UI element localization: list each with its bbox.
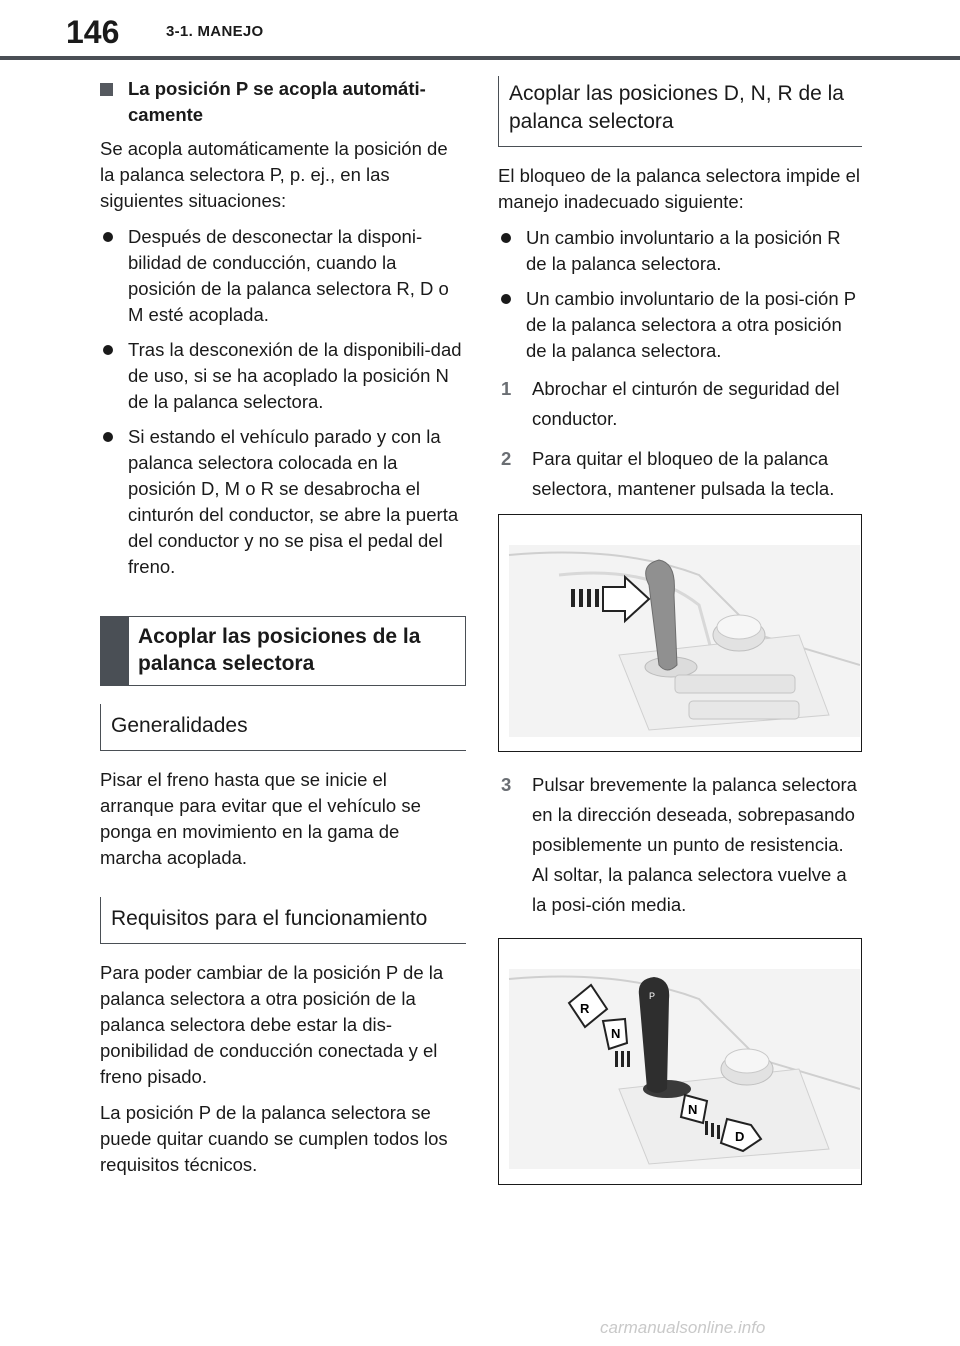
list-item: Tras la desconexión de la disponibili-dad de uso, si se ha acoplado la posición N de la palanca selectora. <box>100 337 466 415</box>
right-column <box>498 76 862 1203</box>
list-item: Si estando el vehículo parado y con la palanca selectora colocada en la posición D, M o R se desabrocha el cinturón del conductor, se abre la puerta del conductor y no se pisa el pedal del freno. <box>100 424 466 580</box>
general-heading: Generalidades <box>100 704 466 751</box>
step-item: 3 Pulsar brevemente la palanca selectora en la dirección deseada, sobrepasando posiblemente un punto de resistencia. Al soltar, la palanca selectora vuelve a la posi-ción media. <box>501 774 857 915</box>
list-item: Un cambio involuntario a la posición R de la palanca selectora. <box>498 225 862 277</box>
page-header <box>0 0 960 60</box>
selector-lever-illustration <box>499 515 860 751</box>
watermark: carmanualsonline.info <box>600 1318 766 1337</box>
steps-list-b <box>498 770 862 920</box>
square-bullet-icon <box>100 83 113 96</box>
label-n-lower: N <box>688 1102 698 1117</box>
bullet-icon <box>103 432 113 442</box>
chapter-heading: Acoplar las posiciones de la palanca selectora <box>138 625 421 675</box>
list-item: Después de desconectar la disponi-bilidad de conducción, cuando la posición de la palanca selectora R, D o M esté acoplada. <box>100 224 466 328</box>
step-item: 2 Para quitar el bloqueo de la palanca selectora, mantener pulsada la tecla. <box>501 448 835 499</box>
steps-list-a <box>498 374 862 504</box>
list-item: Un cambio involuntario de la posi-ción P de la palanca selectora a otra posición de la palanca selectora. <box>498 286 862 364</box>
requirements-heading: Requisitos para el funcionamiento <box>100 897 466 944</box>
page-number: 146 <box>66 14 120 50</box>
chapter-heading-box <box>100 616 466 686</box>
selector-lever-positions-figure <box>498 938 862 1185</box>
auto-p-heading-text: La posición P se acopla automáti-camente <box>128 78 426 125</box>
dnr-heading: Acoplar las posiciones D, N, R de la palanca selectora <box>498 76 862 147</box>
bullet-icon <box>501 233 511 243</box>
lever-label-p: P <box>649 991 656 1001</box>
selector-lever-unlock-figure <box>498 514 862 752</box>
label-d: D <box>735 1129 745 1144</box>
requirements-text-2: La posición P de la palanca selectora se puede quitar cuando se cumplen todos los requisitos técnicos. <box>100 1102 448 1175</box>
bullet-icon <box>103 345 113 355</box>
dnr-intro: El bloqueo de la palanca selectora impide el manejo inadecuado siguiente: <box>498 165 861 212</box>
heading-bar <box>101 617 129 685</box>
label-n-upper: N <box>611 1026 621 1041</box>
step-item: 1 Abrochar el cinturón de seguridad del conductor. <box>501 378 840 429</box>
left-column <box>100 76 466 1188</box>
section-title: 3-1. MANEJO <box>166 23 264 40</box>
dnr-list <box>498 225 862 364</box>
label-r: R <box>580 1001 590 1016</box>
bullet-icon <box>103 232 113 242</box>
header-rule <box>0 56 960 60</box>
auto-p-list <box>100 224 466 580</box>
requirements-text-1: Para poder cambiar de la posición P de la palanca selectora a otra posición de la palanca selectora debe estar la dis-ponibilidad de conducción conectada y el freno pisado. <box>100 962 444 1087</box>
general-text: Pisar el freno hasta que se inicie el arranque para evitar que el vehículo se ponga en movimiento en la gama de marcha acoplada. <box>100 769 421 868</box>
bullet-icon <box>501 294 511 304</box>
selector-lever-positions-illustration <box>499 939 860 1184</box>
auto-p-intro: Se acopla automáticamente la posición de la palanca selectora P, p. ej., en las siguientes situaciones: <box>100 138 448 211</box>
auto-p-heading <box>100 76 466 128</box>
